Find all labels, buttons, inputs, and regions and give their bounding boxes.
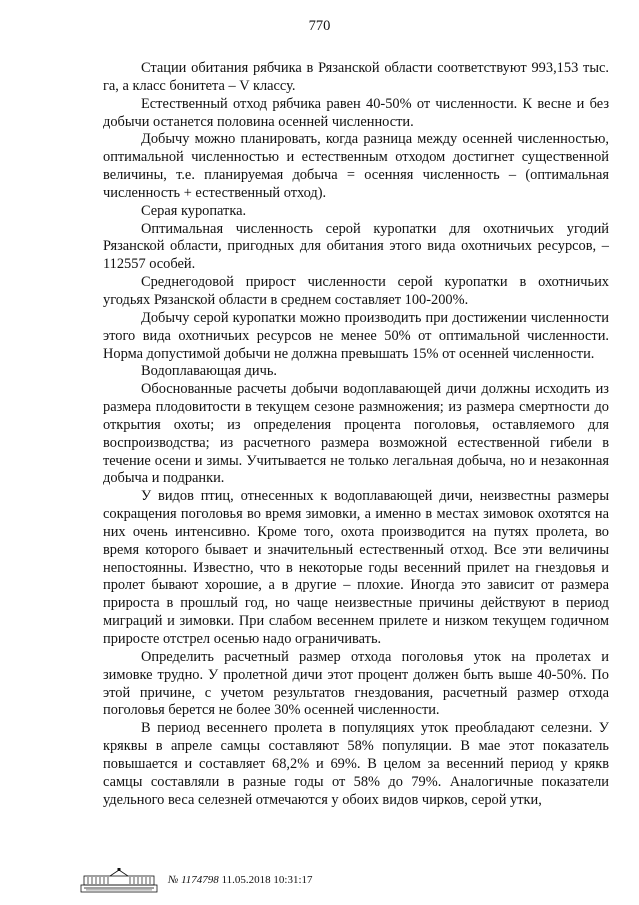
paragraph: Стации обитания рябчика в Рязанской области соответствуют 993,153 тыс. га, а класс бонитета – V классу. bbox=[103, 60, 609, 94]
document-stamp bbox=[80, 866, 313, 894]
paragraph: Обоснованные расчеты добычи водоплавающей дичи должны исходить из размера плодовитости в текущем сезоне размножения; из размера смертности до открытия охоты; из определения процента поголовья, оставляемого для воспроизводства; из расчетного размера возможной естественной гибели в течение осени и зимы. Учитывается не только легальная добыча, но и незаконная добыча и подранки. bbox=[103, 381, 609, 487]
paragraph: У видов птиц, отнесенных к водоплавающей дичи, неизвестны размеры сокращения поголовья во время зимовки, а именно в местах зимовок охотятся на них очень интенсивно. Кроме того, охота производится на путях пролета, во время которого бывает и значительный естественный отход. Все эти величины непостоянны. Известно, что в некоторые годы весенний прилет на гнездовья и пролет бывают хорошие, а в другие – плохие. Иногда это зависит от размера прироста в прошлый год, но чаще неизвестные причины действуют в период миграций и зимовки. При слабом весеннем прилете и низком текущем годичном приросте отстрел осенью надо ограничивать. bbox=[103, 488, 609, 647]
paragraph: Определить расчетный размер отхода поголовья уток на пролетах и зимовке трудно. У пролетной дичи этот процент должен быть выше 40-50%. По этой причине, с учетом результатов гнездования, расчетный размер отхода поголовья берется не более 30% осенней численности. bbox=[103, 648, 609, 719]
government-seal-icon bbox=[80, 867, 158, 893]
page-number: 770 bbox=[308, 18, 331, 34]
document-body bbox=[103, 60, 609, 809]
document-number: № 1174798 bbox=[168, 874, 219, 886]
paragraph: В период весеннего пролета в популяциях уток преобладают селезни. У кряквы в апреле самцы составляют 58% популяции. В мае этот показатель повышается и составляет 68,2% и 69%. В целом за весенний период у крякв самцы составляли в разные годы от 58% до 79%. Аналогичные показатели удельного веса селезней отмечаются у обоих видов чирков, серой утки, bbox=[103, 720, 609, 808]
paragraph: Добычу можно планировать, когда разница между осенней численностью, оптимальной численностью и естественным отходом достигнет существенной величины, т.е. планируемая добыча = осенняя численность – (оптимальная численность + естественный отход). bbox=[103, 131, 609, 201]
section-heading: Водоплавающая дичь. bbox=[141, 363, 278, 380]
paragraph: Добычу серой куропатки можно производить при достижении численности этого вида охотничьих ресурсов не менее 50% от оптимальной численности. Норма допустимой добычи не должна превышать 15% от осенней численности. bbox=[103, 309, 609, 362]
document-datetime: 11.05.2018 10:31:17 bbox=[221, 874, 313, 886]
stamp-info bbox=[168, 873, 313, 887]
paragraph: Оптимальная численность серой куропатки для охотничьих угодий Рязанской области, пригодных для обитания этого вида охотничьих ресурсов, – 112557 особей. bbox=[103, 220, 609, 273]
paragraph: Естественный отход рябчика равен 40-50% от численности. К весне и без добычи останется половина осенней численности. bbox=[103, 95, 609, 130]
section-heading: Серая куропатка. bbox=[141, 202, 247, 219]
paragraph: Среднегодовой прирост численности серой куропатки в охотничьих угодьях Рязанской области в среднем составляет 100-200%. bbox=[103, 274, 609, 308]
